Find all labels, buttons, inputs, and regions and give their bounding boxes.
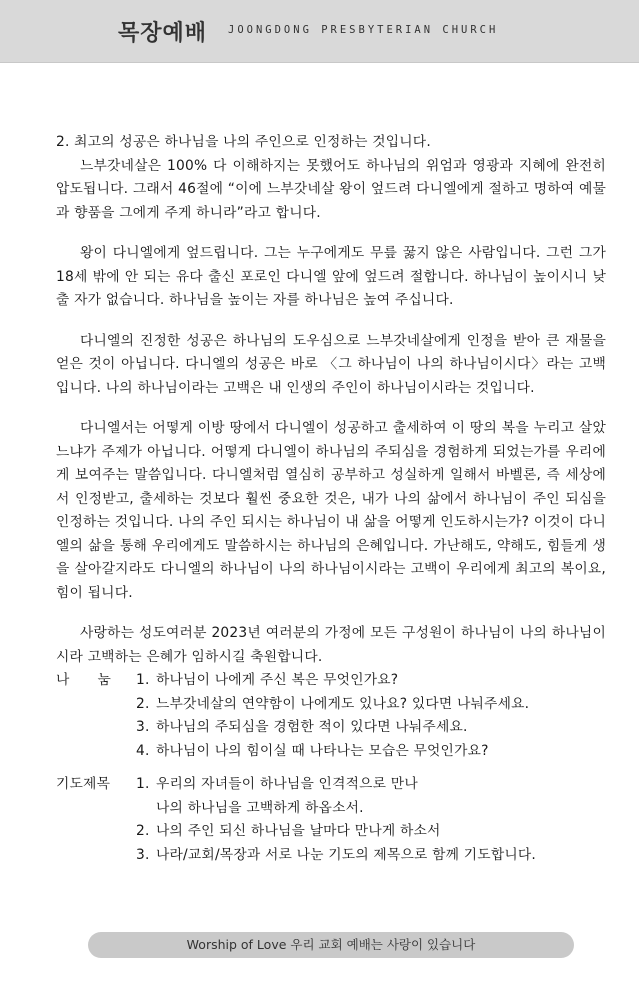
sharing-label: 나 눔 bbox=[56, 672, 112, 688]
list-item bbox=[136, 716, 606, 740]
list-item-continuation: 나의 하나님을 고백하게 하옵소서. bbox=[156, 799, 364, 816]
header-subtitle: JOONGDONG PRESBYTERIAN CHURCH bbox=[228, 24, 499, 36]
list-item bbox=[136, 773, 606, 797]
item-text: 우리의 자녀들이 하나님을 인격적으로 만나 bbox=[156, 776, 418, 792]
header-title: 목장예배 bbox=[118, 21, 208, 46]
list-item bbox=[136, 693, 606, 717]
paragraph-5: 사랑하는 성도여러분 2023년 여러분의 가정에 모든 구성원이 하나님이 나의 하나님이시라 고백하는 은혜가 임하시길 축원합니다. bbox=[56, 625, 606, 665]
item-text: 느부갓네살의 연약함이 나에게도 있나요? 있다면 나눠주세요. bbox=[156, 695, 530, 712]
sermon-content bbox=[56, 131, 606, 867]
prayer-label: 기도제목 bbox=[56, 776, 111, 792]
item-number: 3. bbox=[136, 846, 150, 863]
list-item bbox=[136, 740, 606, 764]
item-text: 하나님이 나에게 주신 복은 무엇인가요? bbox=[156, 672, 399, 688]
footer-text: Worship of Love 우리 교회 예배는 사랑이 있습니다 bbox=[186, 937, 476, 952]
item-number: 1. bbox=[136, 776, 150, 792]
item-number: 1. bbox=[136, 672, 150, 688]
item-number: 3. bbox=[136, 719, 150, 735]
list-item bbox=[136, 844, 606, 868]
item-number: 2. bbox=[136, 695, 150, 712]
list-item bbox=[136, 820, 606, 844]
paragraph-1: 느부갓네살은 100% 다 이해하지는 못했어도 하나님의 위엄과 영광과 지혜에 완전히 압도됩니다. 그래서 46절에 “이에 느부갓네살 왕이 엎드려 다니엘에게 절하고 명하여 예물과 향품을 그에게 주게 하니라”라고 합니다. bbox=[56, 157, 606, 221]
item-text: 나라/교회/목장과 서로 나눈 기도의 제목으로 함께 기도합니다. bbox=[156, 846, 536, 863]
list-item bbox=[136, 669, 606, 693]
item-text: 하나님이 나의 힘이실 때 나타나는 모습은 무엇인가요? bbox=[156, 742, 489, 759]
prayer-section bbox=[56, 773, 606, 867]
section-heading: 2. 최고의 성공은 하나님을 나의 주인으로 인정하는 것입니다. bbox=[56, 134, 431, 150]
item-text: 하나님의 주되심을 경험한 적이 있다면 나눠주세요. bbox=[156, 719, 468, 735]
item-number: 2. bbox=[136, 823, 150, 839]
prayer-list bbox=[56, 773, 606, 867]
item-text: 나의 주인 되신 하나님을 날마다 만나게 하소서 bbox=[156, 823, 441, 839]
paragraph-3: 다니엘의 진정한 성공은 하나님의 도우심으로 느부갓네살에게 인정을 받아 큰 재물을 얻은 것이 아닙니다. 다니엘의 성공은 바로 〈그 하나님이 나의 하나님이시다〉라는 고백입니다. 나의 하나님이라는 고백은 내 인생의 주인이 하나님이시라는 것입니다. bbox=[56, 332, 606, 396]
footer-banner bbox=[88, 932, 574, 958]
sharing-list bbox=[56, 669, 606, 763]
page-header bbox=[0, 0, 639, 63]
paragraph-2: 왕이 다니엘에게 엎드립니다. 그는 누구에게도 무릎 꿇지 않은 사람입니다. 그런 그가 18세 밖에 안 되는 유다 출신 포로인 다니엘 앞에 엎드려 절합니다. 하나님이 높이시니 낮출 자가 없습니다. 하나님을 높이는 자를 하나님은 높여 주십니다. bbox=[56, 245, 606, 308]
paragraph-4: 다니엘서는 어떻게 이방 땅에서 다니엘이 성공하고 출세하여 이 땅의 복을 누리고 살았느냐가 주제가 아닙니다. 어떻게 다니엘이 하나님의 주되심을 경험하게 되었는가를 우리에게 보여주는 말씀입니다. 다니엘처럼 열심히 공부하고 성실하게 일해서 바벨론, 즉 세상에서 인정받고, 출세하는 것보다 훨씬 중요한 것은, 내가 나의 삶에서 하나님이 주인 되심을 인정하는 것입니다. 나의 주인 되시는 하나님이 내 삶을 어떻게 인도하시는가? 이것이 다니엘의 삶을 통해 우리에게도 말씀하시는 하나님의 은혜입니다. 가난해도, 약해도, 힘들게 생을 살아갈지라도 다니엘의 하나님이 나의 하나님이시라는 고백이 우리에게 최고의 복이요, 힘이 됩니다. bbox=[56, 420, 606, 601]
sharing-section bbox=[56, 669, 606, 763]
item-number: 4. bbox=[136, 742, 150, 759]
